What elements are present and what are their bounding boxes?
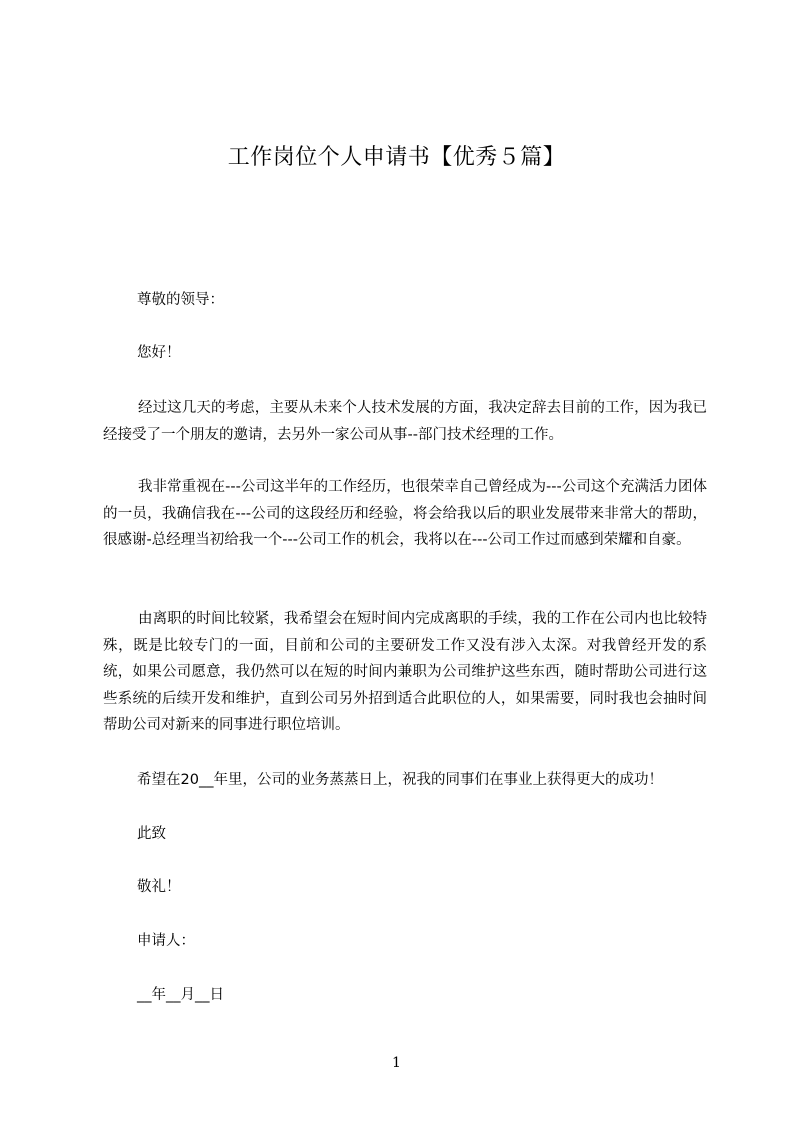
paragraph-handover: 由离职的时间比较紧，我希望会在短时间内完成离职的手续，我的工作在公司内也比较特殊，既是比较专门的一面，目前和公司的主要研发工作又没有涉入太深。对我曾经开发的系统，如果公司愿意，我仍然可以在短的时间内兼职为公司维护这些东西，随时帮助公司进行这些系统的后续开发和维护，直到公司另外招到适合此职位的人，如果需要，同时我也会抽时间帮助公司对新来的同事进行职位培训。 — [103, 611, 707, 733]
paragraph-gratitude: 我非常重视在---公司这半年的工作经历，也很荣幸自己曾经成为---公司这个充满活力团体的一员，我确信我在---公司的这段经历和经验，将会给我以后的职业发展带来非常大的帮助，很感谢-总经理当初给我一个---公司工作的机会，我将以在---公司工作过而感到荣耀和自豪。 — [103, 479, 707, 548]
paragraph-resignation-reason: 经过这几天的考虑，主要从未来个人技术发展的方面，我决定辞去目前的工作，因为我已经接受了一个朋友的邀请，去另外一家公司从事--部门技术经理的工作。 — [103, 400, 707, 443]
applicant-label: 申请人： — [137, 933, 195, 949]
salutation: 尊敬的领导： — [137, 292, 224, 308]
date-line: __年__月__日 — [137, 987, 224, 1003]
document-title: 工作岗位个人申请书【优秀５篇】 — [227, 145, 566, 170]
closing-jingli: 敬礼！ — [137, 879, 181, 895]
page-number: 1 — [392, 1055, 401, 1071]
greeting: 您好！ — [137, 345, 181, 361]
closing-cizhi: 此致 — [137, 826, 166, 842]
wish-line: 希望在20__年里，公司的业务蒸蒸日上，祝我的同事们在事业上获得更大的成功！ — [137, 772, 663, 788]
